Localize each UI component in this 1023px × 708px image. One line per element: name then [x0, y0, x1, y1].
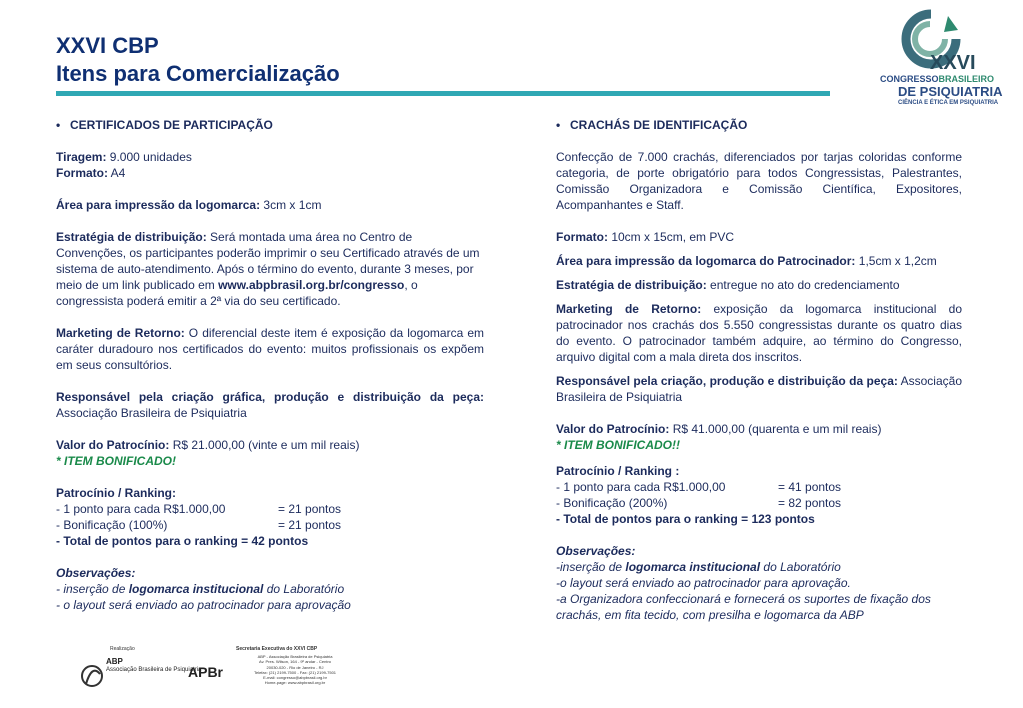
observacao-item: - o layout será enviado ao patrocinador para aprovação	[56, 598, 351, 612]
marketing-paragraph: Marketing de Retorno: O diferencial deste item é exposição da logomarca em caráter duradouro nos certificados do evento: muitos profissionais os expõem em seus consultórios.	[56, 326, 484, 372]
page-title	[56, 32, 340, 88]
bullet-icon: •	[56, 118, 61, 132]
observacoes-heading: Observações:	[56, 566, 136, 580]
area-line: Área para impressão da logomarca do Patrocinador: 1,5cm x 1,2cm	[556, 254, 937, 268]
bullet-icon: •	[556, 118, 561, 132]
tiragem-line: Tiragem: 9.000 unidades	[56, 150, 192, 164]
congress-logo	[872, 8, 1007, 108]
responsavel-paragraph: Responsável pela criação gráfica, produção e distribuição da peça: Associação Brasileira de Psiquiatria	[56, 390, 484, 420]
congress-link[interactable]: www.abpbrasil.org.br/congresso	[218, 278, 405, 292]
crachas-section	[556, 117, 962, 623]
valor-line: Valor do Patrocínio: R$ 21.000,00 (vinte e um mil reais)	[56, 438, 360, 452]
title-line-2: Itens para Comercialização	[56, 61, 340, 86]
logo-congresso: CONGRESSOBRASILEIRO	[880, 74, 995, 84]
estrategia-paragraph: Estratégia de distribuição: Será montada uma área no Centro de Convenções, os participantes poderão imprimir o seu Certificado através de um sistema de auto-atendimento. Após o término do evento, durante 3 meses, por meio de um link publicado em www.abpbrasil.org.br/congresso, o congressista poderá emitir a 2ª via do seu certificado.	[56, 230, 480, 308]
footer	[80, 646, 380, 702]
marketing-paragraph: Marketing de Retorno: exposição da logomarca institucional do patrocinador nos crachás dos 5.550 congressistas durante os quatro dias do evento. O patrocinador também adquire, ao término do Congresso, arquivo digital com a mala direta dos inscritos.	[556, 302, 963, 364]
observacao-item: -a Organizadora confeccionará e fornecerá os suportes de fixação dos crachás, em fita tecido, com presilha e logomarca da ABP	[556, 592, 931, 622]
bonus-badge: * ITEM BONIFICADO!!	[556, 438, 680, 452]
estrategia-line: Estratégia de distribuição: entregue no ato do credenciamento	[556, 278, 900, 292]
intro-paragraph: Confecção de 7.000 crachás, diferenciados por tarjas coloridas conforme categoria, de porte obrigatório para todos Congressistas, Palestrantes, Comissão Organizadora e Comissão Científica, Expositores, Acompanhantes e Staff.	[556, 150, 962, 212]
ranking-row: - 1 ponto para cada R$1.000,00 = 41 pontos	[556, 480, 842, 494]
abp-name: ABP Associação Brasileira de Psiquiatria	[106, 657, 202, 673]
logo-psiquiatria: DE PSIQUIATRIA	[898, 84, 1003, 99]
bonus-badge: * ITEM BONIFICADO!	[56, 454, 176, 468]
valor-line: Valor do Patrocínio: R$ 41.000,00 (quarenta e um mil reais)	[556, 422, 882, 436]
ranking-total: - Total de pontos para o ranking = 42 pontos	[56, 534, 309, 548]
observacao-item: -o layout será enviado ao patrocinador para aprovação.	[556, 576, 851, 590]
secretaria-contact: ABP - Associação Brasileira de Psiquiatria Av. Pres. Wilson, 164 - 9º andar - Centro 20030-020 - Rio de Janeiro - RJ Telefax: (21) 2199-7500 - Fax: (21) 2199-7501 E-mail: congresso@abpbrasil.org.br Home-page: www.abpbrasil.org.br	[253, 654, 337, 686]
logo-numeral: XXVI	[930, 52, 976, 74]
title-line-1: XXVI CBP	[56, 33, 159, 58]
section-heading: • CERTIFICADOS DE PARTICIPAÇÃO	[56, 118, 273, 132]
observacao-item: - inserção de logomarca institucional do Laboratório	[56, 582, 345, 596]
ranking-row: - 1 ponto para cada R$1.000,00 = 21 pontos	[56, 502, 342, 516]
title-divider	[56, 91, 830, 96]
observacao-item: -inserção de logomarca institucional do Laboratório	[556, 560, 841, 574]
realizacao-label: Realização	[110, 646, 135, 652]
ranking-total: - Total de pontos para o ranking = 123 pontos	[556, 512, 815, 526]
secretaria-label: Secretaria Executiva do XXVI CBP	[236, 646, 318, 652]
ranking-row: - Bonificação (200%) = 82 pontos	[556, 496, 842, 510]
ranking-row: - Bonificação (100%) = 21 pontos	[56, 518, 342, 532]
observacoes-heading: Observações:	[556, 544, 636, 558]
apbr-logo: APBr	[188, 664, 224, 680]
certificados-section	[56, 117, 484, 613]
logo-tagline: CIÊNCIA E ÉTICA EM PSIQUIATRIA	[898, 100, 999, 106]
section-heading: • CRACHÁS DE IDENTIFICAÇÃO	[556, 118, 748, 132]
area-line: Área para impressão da logomarca: 3cm x 1cm	[56, 198, 322, 212]
ranking-heading: Patrocínio / Ranking :	[556, 464, 680, 478]
formato-line: Formato: 10cm x 15cm, em PVC	[556, 230, 735, 244]
ranking-heading: Patrocínio / Ranking:	[56, 486, 177, 500]
responsavel-paragraph: Responsável pela criação, produção e distribuição da peça: Associação Brasileira de Psiquiatria	[556, 374, 962, 404]
formato-line: Formato: A4	[56, 166, 126, 180]
